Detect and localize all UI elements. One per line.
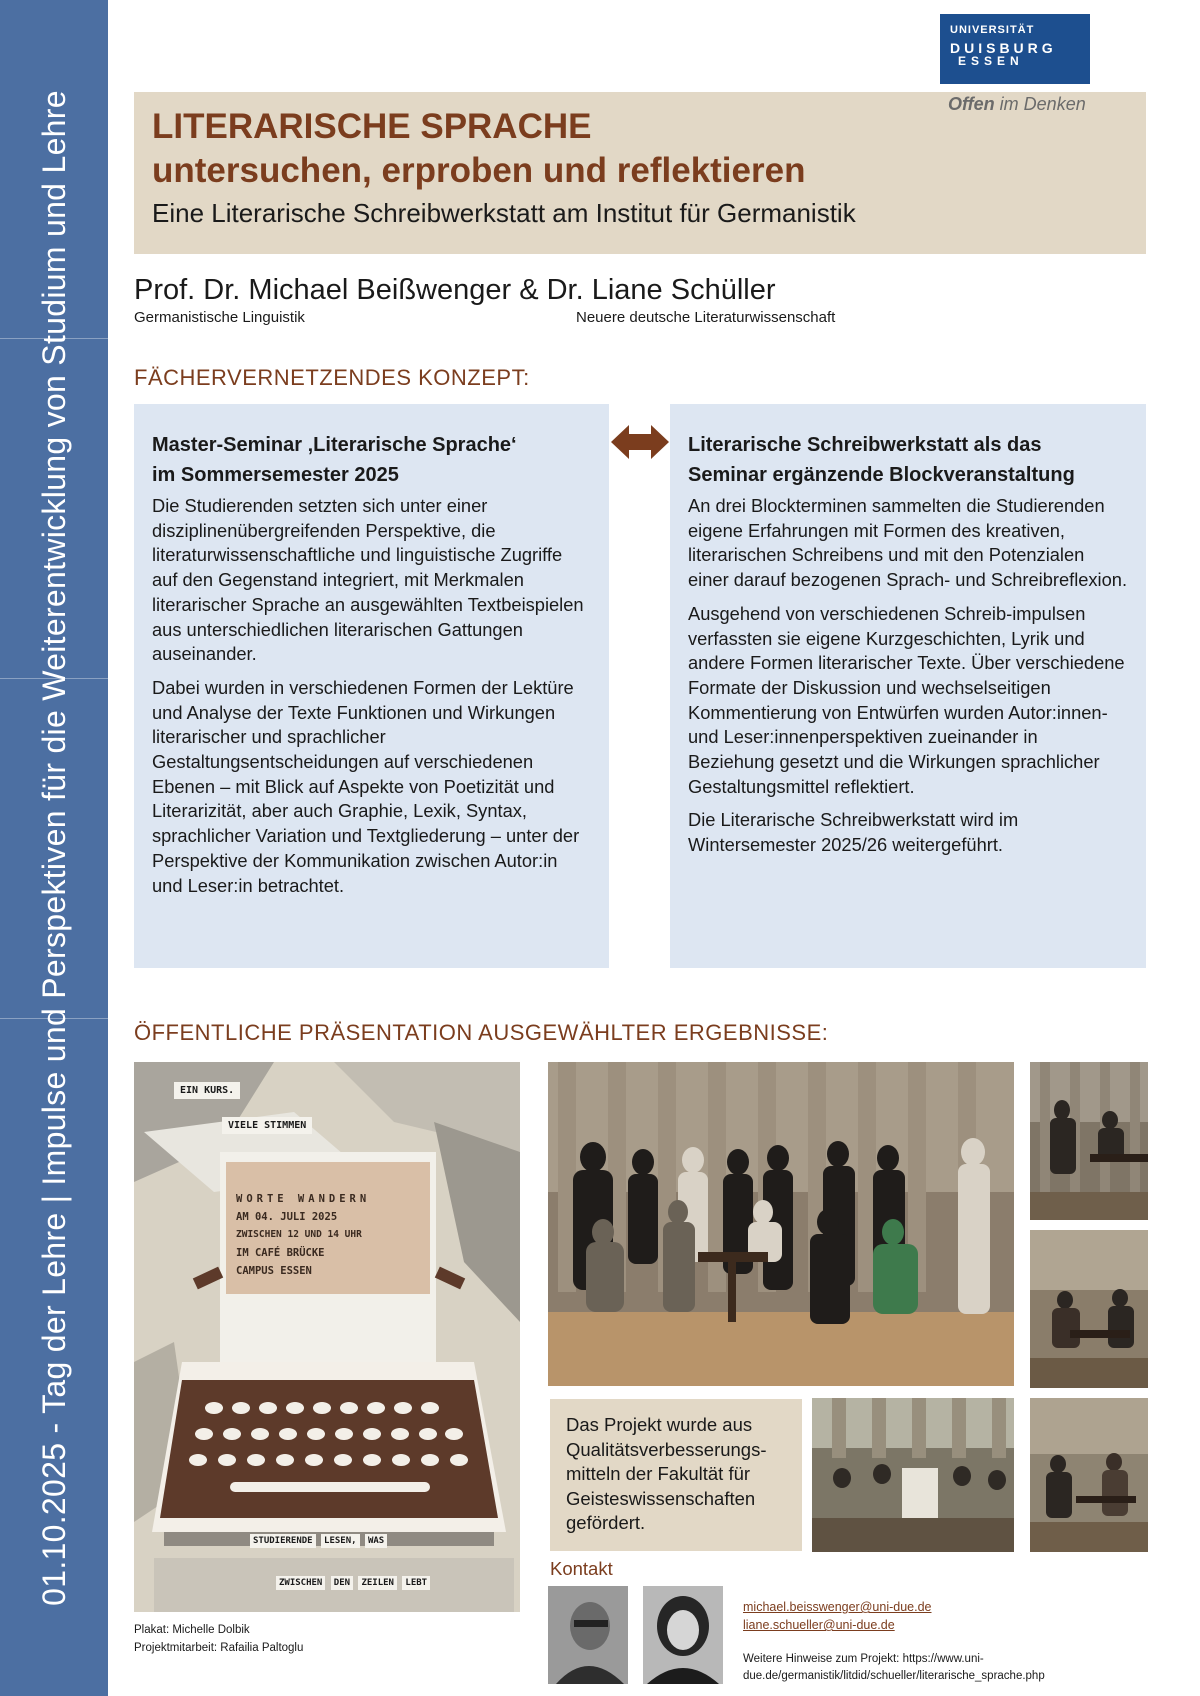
workshop-box (670, 404, 1146, 968)
subtitle: Eine Literarische Schreibwerkstatt am Institut für Germanistik (152, 198, 856, 228)
author-affiliation-1: Germanistische Linguistik (134, 309, 305, 326)
reading-photo-2 (1030, 1230, 1148, 1388)
section-heading-presentation: ÖFFENTLICHE PRÄSENTATION AUSGEWÄHLTER ERGEBNISSE: (134, 1020, 829, 1045)
logo-line-2: DUISBURG (950, 40, 1057, 56)
reading-photo-3-image (1030, 1398, 1148, 1552)
reading-photo-2-image (1030, 1230, 1148, 1388)
funding-note: Das Projekt wurde aus Qualitätsverbesserungs-mitteln der Fakultät für Geisteswissenschaften gefördert. (550, 1399, 802, 1551)
event-poster (134, 1062, 520, 1612)
poster-bottom-text-1 (250, 1536, 387, 1546)
workshop-heading (688, 430, 1128, 490)
workshop-heading-line-1: Literarische Schreibwerkstatt als das (688, 434, 1042, 456)
seminar-paragraph-2: Dabei wurden in verschiedenen Formen der Lektüre und Analyse der Texte Funktionen und Wirkungen literarischer und sprachlicher Gestaltungsentscheidungen auf verschiedenen Ebenen – mit Blick auf Aspekte von Poetizität und Literarizität, aber auch Graphie, Lexik, Syntax, sprachlicher Variation und Textgliederung – unter der Perspektive der Kommunikation zwischen Autor:in und Leser:in betrachtet. (152, 676, 580, 896)
reading-photo-1-image (1030, 1062, 1148, 1220)
group-photo-image (548, 1062, 1014, 1386)
poster-card-line: ZWISCHEN 12 UND 14 UHR (236, 1229, 362, 1240)
project-staff-credit: Projektmitarbeit: Rafailia Paltoglu (134, 1642, 304, 1654)
main-title-line-2: untersuchen, erproben und reflektieren (152, 151, 806, 190)
project-hint: Weitere Hinweise zum Projekt: https://www.uni-due.de/germanistik/litdid/schueller/literarische_sprache.php (743, 1653, 1045, 1682)
poster-credit: Plakat: Michelle Dolbik (134, 1624, 250, 1636)
portrait-beisswenger (548, 1586, 628, 1684)
double-arrow-icon (611, 423, 669, 461)
main-title: LITERARISCHE SPRACHE (152, 107, 592, 146)
author-affiliation-2: Neuere deutsche Literaturwissenschaft (576, 309, 836, 326)
sidebar-event-text: 01.10.2025 - Tag der Lehre | Impulse und Perspektiven für die Weiterentwicklung von Studium und Lehre (36, 90, 72, 1606)
poster-word: STUDIERENDE (250, 1534, 316, 1548)
poster-label-course: EIN KURS. (174, 1082, 240, 1099)
seminar-heading (152, 430, 591, 490)
logo-line-3: ESSEN (958, 54, 1024, 68)
sidebar-band (0, 0, 108, 1696)
poster-card-line: IM CAFÉ BRÜCKE (236, 1247, 325, 1259)
poster-card-line: AM 04. JULI 2025 (236, 1211, 338, 1223)
audience-photo (812, 1398, 1014, 1552)
author-names: Prof. Dr. Michael Beißwenger & Dr. Liane Schüller (134, 274, 776, 306)
seminar-box (134, 404, 609, 968)
seminar-heading-line-2: im Sommersemester 2025 (152, 464, 399, 486)
poster-word: DEN (331, 1576, 353, 1590)
logo-tagline (948, 94, 1086, 115)
poster-label-voices: VIELE STIMMEN (222, 1117, 312, 1134)
workshop-paragraph-2: Ausgehend von verschiedenen Schreib-impulsen verfassten sie eigene Kurzgeschichten, Lyrik und andere Formen literarischer Texte. Über verschiedene Formate der Diskussion und wechselseitigen Kommentierung von Entwürfen wurden Autor:innen- und Leser:innenperspektiven zueinander in Beziehung gesetzt und die Wirkungen sprachlicher Gestaltungsmittel reflektiert. (688, 602, 1125, 797)
workshop-heading-line-2: Seminar ergänzende Blockveranstaltung (688, 464, 1075, 486)
poster-word: LEBT (402, 1576, 430, 1590)
section-heading-concept: FÄCHERVERNETZENDES KONZEPT: (134, 365, 530, 390)
poster-card-line: WORTE WANDERN (236, 1193, 371, 1205)
title-box (134, 92, 1146, 254)
tagline-bold: Offen (948, 94, 995, 114)
portrait-beisswenger-image (548, 1586, 628, 1684)
email-link-schueller[interactable]: liane.schueller@uni-due.de (743, 1618, 895, 1632)
poster-word: LESEN, (321, 1534, 360, 1548)
contact-heading: Kontakt (550, 1558, 613, 1579)
poster-bottom-text-2 (276, 1578, 430, 1588)
poster-word: WAS (365, 1534, 387, 1548)
audience-photo-image (812, 1398, 1014, 1552)
logo-line-1: UNIVERSITÄT (950, 24, 1035, 36)
portrait-schueller (643, 1586, 723, 1684)
reading-photo-3 (1030, 1398, 1148, 1552)
poster-card-line: CAMPUS ESSEN (236, 1265, 312, 1277)
reading-photo-1 (1030, 1062, 1148, 1220)
seminar-heading-line-1: Master-Seminar ‚Literarische Sprache‘ (152, 434, 517, 456)
poster-word: ZEILEN (358, 1576, 397, 1590)
group-photo (548, 1062, 1014, 1386)
poster-event-card (236, 1190, 416, 1280)
typewriter-keys (134, 1062, 520, 1612)
email-link-beisswenger[interactable]: michael.beisswenger@uni-due.de (743, 1600, 932, 1614)
university-logo (940, 14, 1090, 84)
tagline-rest: im Denken (994, 94, 1086, 114)
workshop-paragraph-1: An drei Blockterminen sammelten die Studierenden eigene Erfahrungen mit Formen des kreativen, literarischen Schreibens und mit den Potenzialen einer darauf bezogenen Sprach- und Schreibreflexion. (688, 495, 1128, 591)
workshop-paragraph-3: Die Literarische Schreibwerkstatt wird im Wintersemester 2025/26 weitergeführt. (688, 809, 1019, 856)
portrait-schueller-image (643, 1586, 723, 1684)
seminar-paragraph-1: Die Studierenden setzten sich unter einer disziplinenübergreifenden Perspektive, die literaturwissenschaftliche und linguistische Zugriffe auf den Gegenstand integriert, mit Merkmalen literarischer Sprache an ausgewählten Textbeispielen aus unterschiedlichen literarischen Gattungen auseinander. (152, 495, 584, 665)
poster-word: ZWISCHEN (276, 1576, 325, 1590)
